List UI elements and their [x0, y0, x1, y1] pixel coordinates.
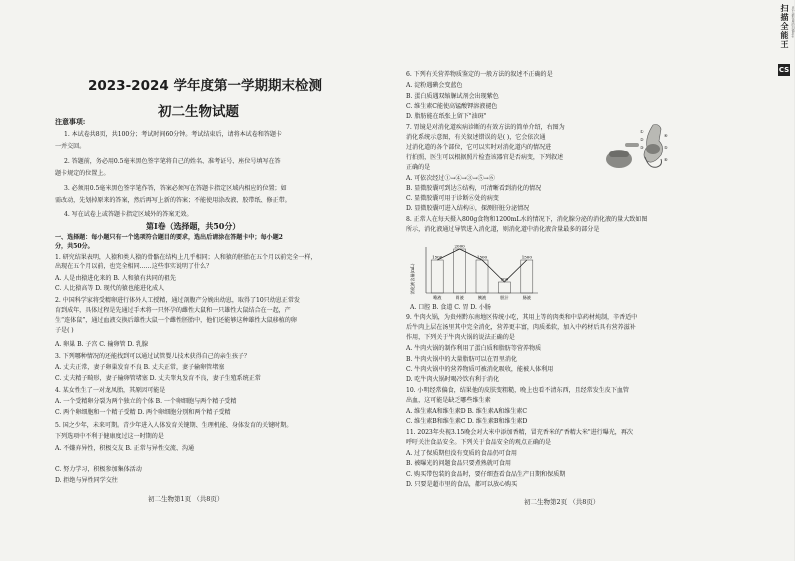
- figure-label: ②: [640, 137, 644, 142]
- chart-bar: [498, 282, 510, 293]
- chart-bar: [431, 260, 443, 293]
- question-line: B. 牛肉火锅中的大量脂肪可以在胃里消化: [406, 356, 517, 363]
- question-line: 4. 某女性生了一对龙凤胎，其原因可能是: [55, 387, 166, 394]
- exam-page-1: [0, 0, 396, 561]
- chart-bar: [476, 260, 488, 293]
- chart-tick-label: 胆汁: [500, 295, 509, 300]
- question-line: 正确的是: [406, 164, 431, 171]
- question-line: 6. 下列有关营养物质鉴定的一般方法的叙述不正确的是: [406, 71, 553, 78]
- question-line: A. 可依次经过①→④→③→⑤→⑥: [406, 175, 495, 182]
- scanner-watermark-sub: 3亿人都在用的扫描App: [791, 6, 795, 38]
- chart-ylabel: 消化液含量(mL): [410, 263, 415, 295]
- question-line: 过消化道的各个部位，它可以实时对消化道内的情况进: [406, 144, 552, 151]
- question-line: 子是( ): [55, 327, 74, 334]
- figure-label: ①: [640, 129, 644, 134]
- section-intro: 分，共50分。: [55, 243, 94, 250]
- section-title: 第Ⅰ卷（选择题，共50分）: [146, 221, 241, 231]
- notice-line: 一并交回。: [55, 143, 86, 150]
- question-line: D. 拒绝与异性同学交往: [55, 477, 118, 484]
- figure-label: ⑤: [664, 145, 668, 150]
- question-line: D. 只要是超市里的食品，都可以放心购买: [406, 481, 518, 488]
- question-line: 出现在五个月以前，也完全相同……这些事实说明了什么？: [55, 263, 213, 270]
- question-line: A. 卵巢 B. 子宫 C. 输卵管 D. 乳腺: [55, 341, 148, 348]
- question-options: A. 口腔 B. 食道 C. 胃 D. 小肠: [410, 304, 491, 311]
- question-line: 8. 正常人在每天摄入800g食物和1200mL水的情况下，消化腺分泌的消化液的量大致如图: [406, 216, 648, 223]
- chart-tick-label: 肠液: [522, 295, 531, 300]
- question-line: 作用，下列关于牛肉火锅的说法正确的是: [406, 334, 515, 341]
- chart-data-label: 500: [500, 276, 509, 282]
- question-line: C. 努力学习，积极参加集体活动: [55, 466, 142, 473]
- chart-data-label: 1500: [432, 254, 443, 260]
- page-footer: 初二生物第1页 （共8页）: [148, 495, 224, 503]
- chart-bar: [454, 249, 466, 293]
- chart-tick-label: 唾液: [433, 295, 442, 300]
- question-line: 9. 牛肉火锅，为贵州黔东南地区传统小吃，其用上等的肉类和中草药材炖制，辛香适中: [406, 314, 638, 321]
- section-intro: 一、选择题：每小题只有一个选项符合题目的要求，选出后请涂在答题卡中；每小题2: [55, 234, 283, 241]
- question-line: A. 维生素A和维生素D B. 维生素A和维生素C: [406, 408, 527, 415]
- exam-subtitle: 初二生物试题: [158, 104, 239, 120]
- page-footer: 初二生物第2页 （共8页）: [524, 498, 600, 506]
- question-line: C. 人比猿高等 D. 现代的猿也能进化成人: [55, 285, 165, 292]
- question-line: A. 牛肉火锅的制作利用了蛋白质和脂肪等营养物质: [406, 345, 542, 352]
- question-line: C. 维生素C能使高锰酸钾溶液褪色: [406, 103, 498, 110]
- question-line: 5. 国之少年，未来可期。青少年进入人体发育关键期、生理机能、身体发育的关键时期。: [55, 422, 293, 429]
- notice-line: 需改动，先划掉原来的答案，然后再写上新的答案；不能使用涂改液、胶带纸、修正带。: [55, 197, 291, 204]
- question-line: B. 蛋白质遇双缩脲试剂会出现紫色: [406, 93, 499, 100]
- question-line: 后牛肉上层在汤里其中完全消化，营养更丰富，肉质柔软，加入中药材后具有营养滋补: [406, 324, 636, 331]
- question-line: B. 显微胶囊可到达⑤结构，可清晰看到消化的情况: [406, 185, 542, 192]
- question-line: 出血，这可能是缺乏哪些维生素: [406, 397, 491, 404]
- figure-label: ④: [664, 133, 668, 138]
- question-line: 所示，消化液通过导管进入消化道，则消化道中消化液含量最多的部分是: [406, 226, 600, 233]
- question-line: D. 脂肪能在纸张上留下"油斑": [406, 113, 487, 120]
- chart-data-label: 1500: [476, 254, 488, 260]
- scanner-watermark: 扫描全能王: [780, 4, 789, 49]
- notice-line: 4. 写在试卷上或答题卡指定区域外的答案无效。: [64, 211, 193, 218]
- question-line: C. 显微胶囊可用于诊断⑥处的病变: [406, 195, 499, 202]
- question-line: D. 显微胶囊可进入结构④，探测肝脏分泌情况: [406, 205, 530, 212]
- question-line: C. 两个卵细胞和一个精子受精 D. 两个卵细胞分别和两个精子受精: [55, 409, 231, 416]
- notice-line: 2. 答题前，务必用0.5毫米黑色签字笔将自己的姓名、准考证号、座位号填写在答: [64, 158, 281, 165]
- digestive-juice-chart: [408, 243, 578, 305]
- question-line: A. 过了保质期但没有变质的食品仍可食用: [406, 450, 517, 457]
- chart-marks: [431, 244, 533, 302]
- exam-page-2: [396, 0, 794, 561]
- exam-title: 2023-2024 学年度第一学期期末检测: [88, 78, 322, 94]
- question-line: 10. 小明经常偏食，结果他的皮肤变粗糙，晚上也看不清东西，且经常发生皮下血管: [406, 387, 629, 394]
- chart-bar: [521, 260, 533, 293]
- notice-line: 题卡规定的位置上。: [55, 170, 110, 177]
- scanner-logo-icon: CS: [778, 66, 790, 74]
- notice-heading: 注意事项:: [55, 117, 86, 126]
- question-line: 11. 2023年央视3.15晚会对大米中添加香精，冒充香米的"香精大米"进行曝光，再次: [406, 429, 633, 436]
- question-line: A. 一个受精卵分裂为两个独立的个体 B. 一个卵细胞与两个精子受精: [55, 398, 237, 405]
- chart-tick-label: 胰液: [477, 295, 487, 300]
- question-line: 3. 下列哪种情况的还能找到可以通过试管婴儿技术获得自己的亲生孩子？: [55, 353, 250, 360]
- notice-line: 1. 本试卷共8页，共100分；考试时间60分钟。考试结束后，请将本试卷和答题卡: [64, 131, 282, 138]
- question-line: C. 维生素B和维生素C D. 维生素B和维生素D: [406, 418, 528, 425]
- question-line: A. 人是由猿进化来的 B. 人和猿有共同的祖先: [55, 275, 176, 282]
- question-line: 育到成年，具体过程是先通过手术将一只怀孕的雌性大鼠和一只雄性大鼠结合在一起，产: [55, 307, 291, 314]
- question-line: 呼吁关注食品安全。下列关于食品安全的观点正确的是: [406, 439, 552, 446]
- figure-label: ③: [640, 145, 644, 150]
- question-line: A. 丈夫正常，妻子卵巢发育不良 B. 丈夫正常，妻子输卵管堵塞: [55, 364, 225, 371]
- question-line: 行拍照，医生可以根据照片检查该器官是否病变，下列叙述: [406, 154, 564, 161]
- question-line: A. 不嫌弃异性，积极交友 B. 正常与异性交流、沟通: [55, 445, 195, 452]
- question-line: 生“连体鼠”，通过血液交换后雄性大鼠一个雌性胚胎中，他们还能够这种雄性大鼠移植的卵: [55, 317, 297, 324]
- question-line: C. 购买带包装的食品时，要仔细查看食品生产日期和保质期: [406, 471, 566, 478]
- question-line: A. 淀粉遇碘会变蓝色: [406, 82, 463, 89]
- question-line: C. 丈夫精子畸形，妻子输卵管堵塞 D. 丈夫睾丸发育不良，妻子生殖系统正常: [55, 375, 261, 382]
- digestive-system-figure: [601, 121, 671, 177]
- question-line: C. 牛肉火锅中的营养物质可被消化吸收，能被人体利用: [406, 366, 554, 373]
- chart-data-label: 1500: [521, 254, 532, 260]
- chart-tick-label: 胃液: [455, 295, 464, 300]
- chart-data-label: 2000: [454, 243, 465, 249]
- figure-label: ⑥: [664, 157, 668, 162]
- question-line: 下列选项中不利于健康度过这一时期的是: [55, 433, 164, 440]
- question-line: 7. 胃镜是对消化道疾病诊断的有效方法的简单介绍，右图为: [406, 124, 565, 131]
- question-line: 1. 研究结果表明，人猿和类人猿的骨骼在结构上几乎相同；人和猿的胚胎在五个月以前完全一样，: [55, 254, 317, 261]
- question-line: B. 被曝光的问题食品只要煮熟就可食用: [406, 460, 511, 467]
- question-line: D. 吃牛肉火锅时喝冷饮有利于消化: [406, 376, 500, 383]
- notice-line: 3. 必须用0.5毫米黑色签字笔作答，答案必须写在答题卡指定区域内相应的位置；如: [64, 185, 287, 192]
- question-line: 2. 中国科学家将受精卵进行体外人工授精，通过剖腹产分娩出幼崽，取得了10只幼崽正常发: [55, 297, 300, 304]
- question-line: 消化系统示意图，有关叙述错误的是( )，它会依次通: [406, 134, 546, 141]
